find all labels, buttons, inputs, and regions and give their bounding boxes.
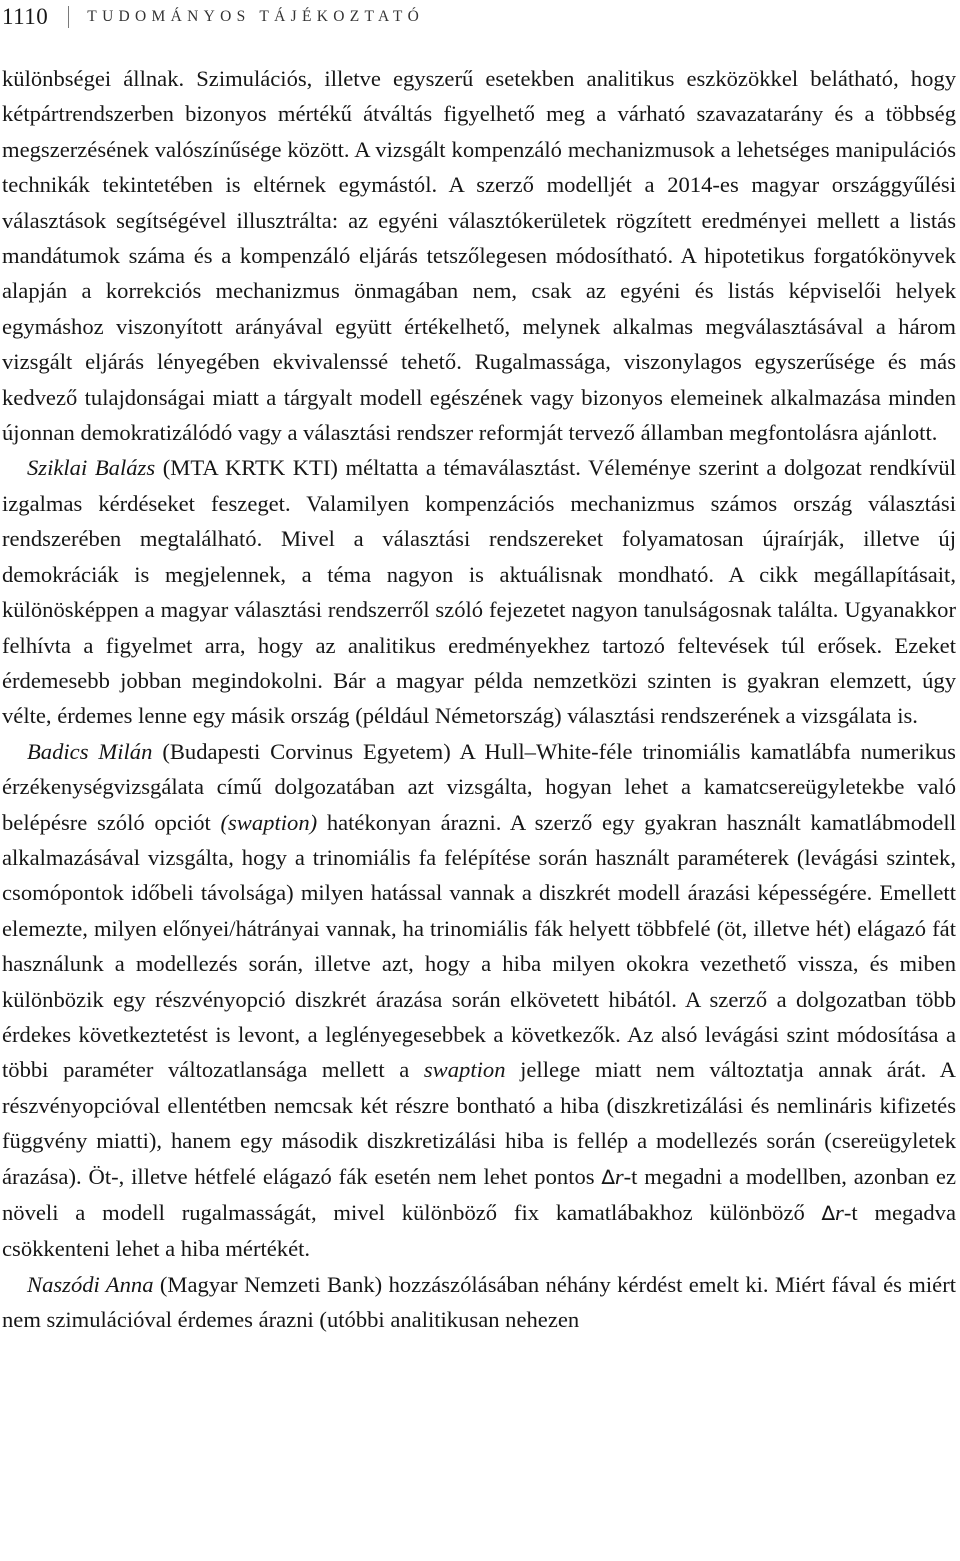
paragraph-badics-presentation — [2, 734, 956, 1267]
page-number: 1110 — [2, 4, 49, 29]
paragraph-text: -t megadni a modellben, azonban ez növeli a modell rugalmasságát, mivel különböző fix kamatlábakhoz különböző — [2, 1163, 956, 1225]
article-body — [2, 61, 956, 1338]
paragraph-text: (MTA KRTK KTI) méltatta a témaválasztást. Véleménye szerint a dolgozat rendkívül izgalmas kérdéseket feszeget. Valamilyen kompenzációs mechanizmus számos ország választási rendszerében megtalálható. Mivel a választási rendszereket folyamatosan újraírják, illetve új demokráciák is megjelennek, a téma nagyon is aktuálisnak mondható. A cikk megállapításait, különösképpen a magyar választási rendszerről szóló fejezetet nagyon tanulságosnak találta. Ugyanakkor felhívta a figyelmet arra, hogy az analitikus eredményekhez tartozó feltevések túl erősek. Ezeket érdemesebb jobban megindokolni. Bár a magyar példa nemzetközi szinten is gyakran elemzett, úgy vélte, érdemes lenne egy másik ország (például Németország) választási rendszerének a vizsgálata is. — [2, 455, 956, 729]
delta-symbol: ∆ — [601, 1164, 615, 1189]
term-swaption: (swaption) — [220, 809, 318, 835]
page-header — [2, 2, 424, 32]
commenter-name: Naszódi Anna — [27, 1271, 154, 1297]
paragraph-text: (Magyar Nemzeti Bank) hozzászólásában néhány kérdést emelt ki. Miért fával és miért nem szimulációval érdemes árazni (utóbbi analitikusan nehezen — [2, 1271, 956, 1333]
running-title: TUDOMÁNYOS TÁJÉKOZTATÓ — [87, 8, 425, 25]
paragraph-text: jellege miatt nem változtatja annak árát. A részvényopcióval ellentétben nemcsak két részre bontható a hiba (diszkretizálási és nemlináris kifizetés függvény miatti), hanem egy második diszkretizálási hiba is fellép a modellezés során (csereügyletek árazása). Öt-, illetve hétfelé elágazó fák esetén nem lehet pontos — [2, 1057, 957, 1189]
paragraph-text: (Budapesti Corvinus Egyetem) A Hull–White-féle trinomiális kamatlábfa numerikus érzékenységvizsgálata című dolgozatában azt vizsgálta, hogyan lehet a kamatcsereügyletekbe való belépésre szóló opciót — [2, 738, 956, 835]
paragraph-text: -t megadva csökkenteni lehet a hiba mértékét. — [2, 1200, 957, 1262]
paragraph-text: hatékonyan árazni. A szerző egy gyakran használt kamatlábmodell alkalmazásával vizsgálta, hogy a trinomiális fa felépítése során használt paraméterek (levágási szintek, csomópontok időbeli távolsága) milyen hatással vannak a diszkrét modell árazási képességére. Emellett elemezte, milyen előnyei/hátrányai vannak, ha trinomiális fák helyett többfelé (öt, illetve hét) elágazó fát használunk a modellezés során, illetve azt, hogy a hiba milyen okokra vezethető vissza, és miben különbözik egy részvényopció diszkrét árazása során elkövetett hibától. A szerző a dolgozatban több érdekes következtetést is levont, a leglényegesebbek a következők. Az alsó levágási szint módosítása a többi paraméter változatlansága mellett a — [2, 809, 956, 1083]
header-divider — [68, 6, 69, 28]
math-variable-r: r — [835, 1200, 844, 1225]
paragraph-naszodi-comment — [2, 1267, 956, 1338]
math-variable-r: r — [614, 1163, 624, 1189]
paragraph-sziklai-review — [2, 450, 956, 733]
paragraph-text: különbségei állnak. Szimulációs, illetve egyszerű esetekben analitikus eszközökkel belátható, hogy kétpártrendszerben bizonyos mértékű átváltás figyelhető meg a várható szavazatarány és a többség megszerzésének valószínűsége között. A vizsgált kompenzáló mechanizmusok a lehetséges manipulációs technikák tekintetében is eltérnek egymástól. A szerző modelljét a 2014-es magyar országgyűlési választások segítségével illusztrálta: az egyéni választókerületek rögzített eredményei mellett a listás mandátumok száma és a kompenzáló eljárás tetszőlegesen módosítható. A hipotetikus forgatókönyvek alapján a korrekciós mechanizmus önmagában nem, csak az egyéni és listás képviselői helyek egymáshoz viszonyított arányával együtt értékelhető, melynek alkalmas megválasztásával a három vizsgált eljárás lényegében ekvivalenssé tehető. Rugalmassága, viszonylagos egyszerűsége és más kedvező tulajdonságai miatt a tárgyalt modell egészének vagy bizonyos elemeinek alkalmazása minden újonnan demokratizálódó vagy a választási rendszer reformját tervező államban megfontolásra ajánlott. — [2, 66, 956, 446]
paragraph-model-summary — [2, 61, 956, 450]
delta-symbol: ∆ — [821, 1201, 836, 1225]
reviewer-name: Sziklai Balázs — [27, 455, 156, 481]
presenter-name: Badics Milán — [27, 738, 153, 764]
term-swaption: swaption — [423, 1057, 506, 1083]
